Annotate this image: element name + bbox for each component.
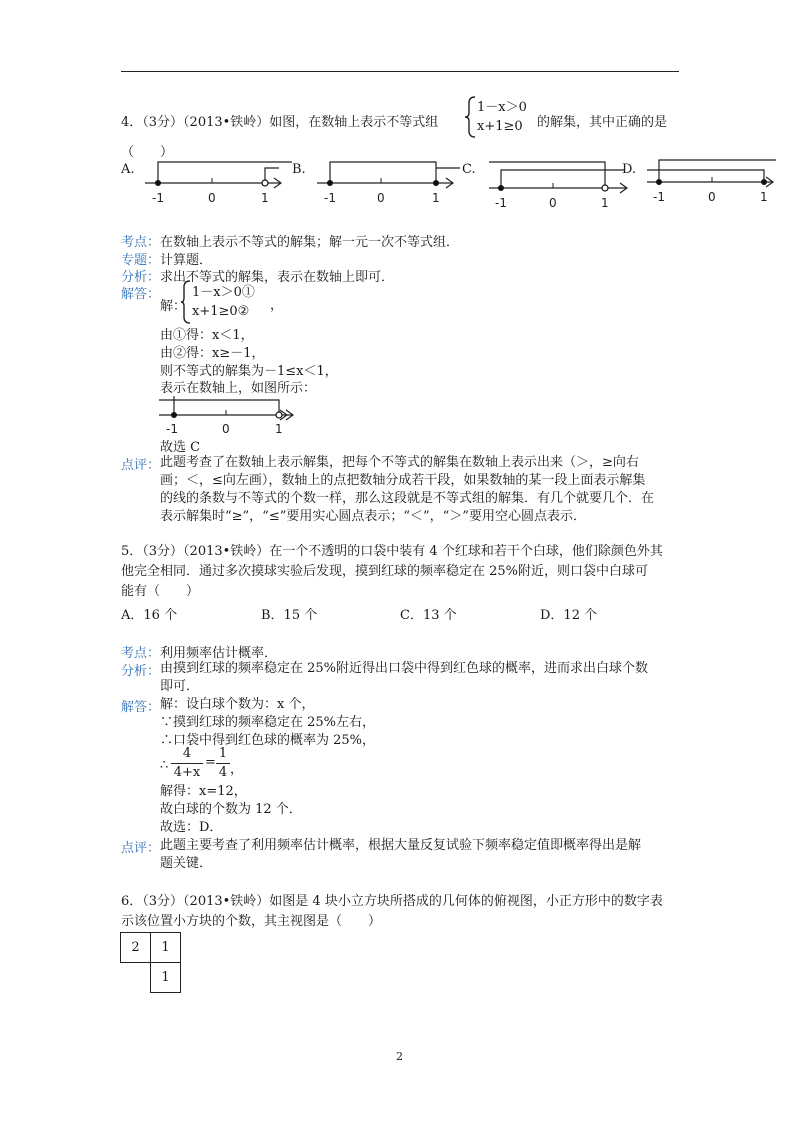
q4-option-b-label[interactable]: B.: [292, 162, 306, 177]
q5-step-4: 解得：x=12，: [160, 784, 247, 799]
q5-step-2: ∵摸到红球的频率稳定在 25%左右，: [160, 715, 376, 730]
q4-fenxi-label: 分析：: [121, 270, 161, 285]
q5-dianping-1: 此题主要考查了利用频率估计概率，根据大量反复试验下频率稳定值即概率得出是解: [160, 838, 642, 853]
q4-stem-b: 的解集，其中正确的是: [537, 115, 668, 130]
q5-equals: =: [205, 755, 216, 770]
q4-fenxi: 求出不等式的解集，表示在数轴上即可．: [160, 270, 395, 285]
q4-system-line1: 1－x＞0: [477, 100, 527, 115]
q4-answer: 故选 C: [160, 440, 201, 455]
q5-option-d[interactable]: D．12 个: [540, 608, 598, 623]
tick-label: 1: [601, 196, 609, 210]
q5-fenxi-2: 即可．: [160, 679, 200, 694]
q5-dianping-2: 题关键．: [160, 856, 213, 871]
q4-option-a-numberline[interactable]: [140, 158, 295, 208]
q5-step-3: ∴口袋中得到红色球的概率为 25%，: [160, 733, 376, 748]
q4-solution-comma: ，: [270, 298, 284, 313]
tick-label: 0: [222, 422, 230, 436]
q4-jie: 解：: [160, 299, 187, 314]
q4-option-b-numberline[interactable]: [312, 158, 462, 208]
tick-label: 0: [377, 191, 385, 205]
q4-solution-line1: 1－x＞0①: [192, 285, 255, 300]
q4-kaodian-label: 考点：: [121, 235, 161, 250]
q4-step2: 由②得：x≥－1，: [160, 346, 265, 361]
q4-step4: 表示在数轴上，如图所示：: [160, 381, 317, 396]
page-number: 2: [396, 1050, 403, 1063]
q4-system-line2: x+1≥0: [477, 119, 523, 134]
q4-jieda-label: 解答：: [121, 287, 161, 302]
q5-frac1-bar: [171, 763, 203, 764]
q4-option-c-label[interactable]: C.: [462, 162, 476, 177]
q5-frac1-den: 4+x: [173, 765, 201, 780]
q4-step3: 则不等式的解集为－1≤x＜1，: [160, 364, 338, 379]
tick-label: 1: [432, 191, 440, 205]
q4-kaodian: 在数轴上表示不等式的解集；解一元一次不等式组．: [160, 235, 460, 250]
q4-option-d-numberline[interactable]: [644, 154, 784, 208]
q4-option-c-numberline[interactable]: [486, 158, 636, 210]
q4-zhuanti-label: 专题：: [121, 253, 161, 268]
q6-stem-1: 6．（3分）（2013•铁岭）如图是 4 块小立方块所搭成的几何体的俯视图，小正方形中的数字表: [121, 894, 663, 909]
q6-grid-cell-top-right: 1: [150, 932, 181, 963]
tick-label: -1: [152, 191, 164, 205]
tick-label: 1: [760, 190, 768, 204]
header-rule: [121, 71, 679, 72]
q4-dianping-1: 此题考查了在数轴上表示解集，把每个不等式的解集在数轴上表示出来（＞，≥向右: [160, 455, 639, 470]
q5-frac2-den: 4: [218, 765, 228, 780]
q5-step-6: 故选：D．: [160, 820, 223, 835]
q4-dianping-3: 的线的条数与不等式的个数一样，那么这段就是不等式组的解集．有几个就要几个．在: [160, 491, 655, 506]
q5-kaodian-label: 考点：: [121, 646, 161, 661]
q4-option-a-label[interactable]: A.: [121, 162, 135, 177]
tick-label: 1: [275, 422, 283, 436]
q4-zhuanti: 计算题．: [160, 253, 213, 268]
q6-grid-cell-bottom-right: 1: [150, 962, 181, 993]
q4-dianping-label: 点评：: [121, 458, 161, 473]
q5-step-5: 故白球的个数为 12 个．: [160, 802, 302, 817]
q5-stem-3: 能有（ ）: [121, 584, 200, 599]
q4-step1: 由①得：x＜1，: [160, 328, 254, 343]
tick-label: -1: [324, 191, 336, 205]
q5-option-b[interactable]: B．15 个: [261, 608, 318, 623]
q4-option-d-label[interactable]: D.: [622, 162, 637, 177]
q5-kaodian: 利用频率估计概率．: [160, 646, 278, 661]
q4-blank: （ ）: [121, 145, 174, 160]
q5-option-a[interactable]: A．16 个: [121, 608, 178, 623]
tick-label: 0: [708, 190, 716, 204]
q5-dianping-label: 点评：: [121, 841, 161, 856]
q5-frac-comma: ，: [230, 762, 244, 777]
q6-stem-2: 示该位置小方块的个数，其主视图是（ ）: [121, 914, 382, 929]
tick-label: 0: [208, 191, 216, 205]
q5-stem-2: 他完全相同．通过多次摸球实验后发现，摸到红球的频率稳定在 25%附近，则口袋中白球可: [121, 564, 649, 579]
q5-therefore: ∴: [160, 758, 169, 773]
tick-label: -1: [653, 190, 665, 204]
tick-label: 0: [549, 196, 557, 210]
tick-label: -1: [166, 422, 178, 436]
q5-frac2-num: 1: [218, 746, 228, 761]
q5-step-1: 解：设白球个数为：x 个，: [160, 697, 315, 712]
q5-frac2-bar: [216, 763, 230, 764]
q4-dianping-2: 画；＜，≤向左画），数轴上的点把数轴分成若干段，如果数轴的某一段上面表示解集: [160, 473, 646, 488]
q5-option-c[interactable]: C．13 个: [400, 608, 457, 623]
q5-jieda-label: 解答：: [121, 700, 161, 715]
q4-system-brace: [464, 95, 478, 143]
q4-stem-a: 4．（3分）（2013•铁岭）如图，在数轴上表示不等式组: [121, 115, 439, 130]
q4-solution-line2: x+1≥0②: [192, 304, 250, 319]
q5-fenxi-label: 分析：: [121, 664, 161, 679]
tick-label: -1: [495, 196, 507, 210]
q4-solution-brace: [180, 279, 192, 329]
q5-stem-1: 5．（3分）（2013•铁岭）在一个不透明的口袋中装有 4 个红球和若干个白球，他们除颜色外其: [121, 544, 663, 559]
q5-fenxi-1: 由摸到红球的频率稳定在 25%附近得出口袋中得到红色球的概率，进而求出白球个数: [160, 661, 649, 676]
q5-frac1-num: 4: [182, 746, 192, 761]
q6-grid-cell-top-left: 2: [120, 932, 151, 963]
q4-dianping-4: 表示解集时“≥”，“≤”要用实心圆点表示；“＜”，“＞”要用空心圆点表示．: [160, 509, 586, 524]
tick-label: 1: [261, 191, 269, 205]
q4-solution-numberline: [156, 396, 306, 438]
